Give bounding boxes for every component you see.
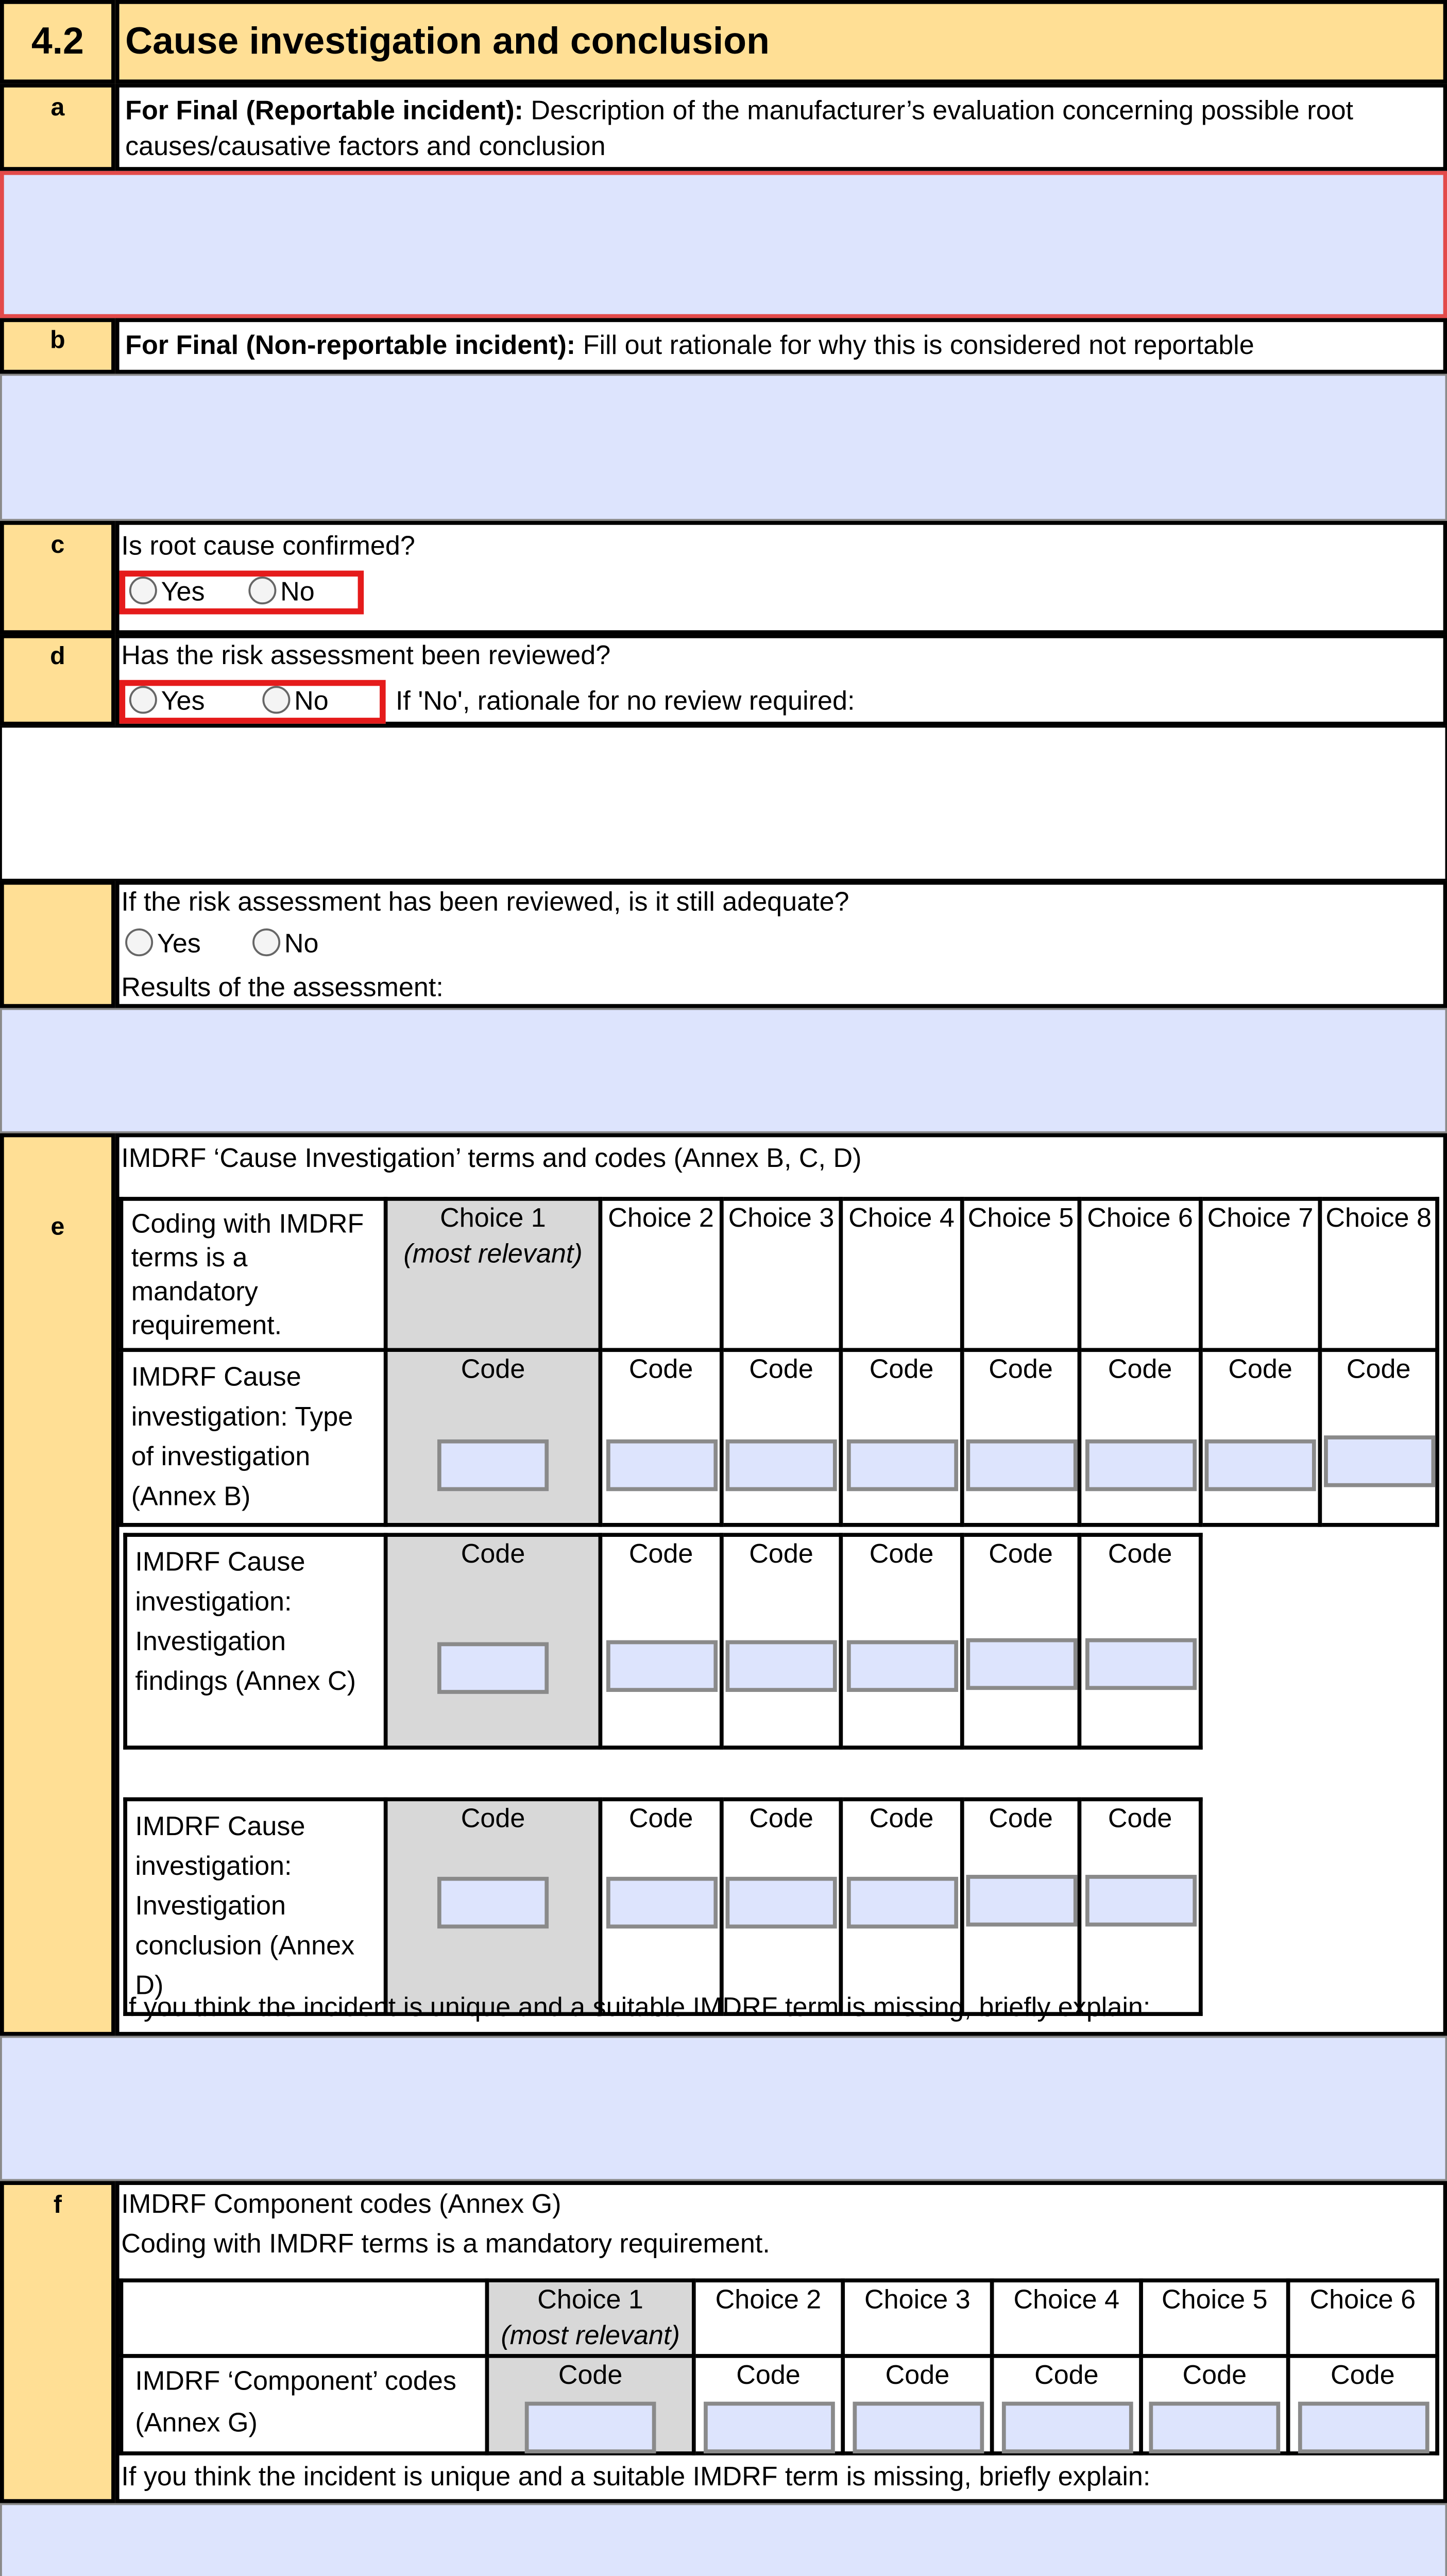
annex-d-choice-3 [722, 1799, 841, 2014]
risk-assessment-question: Has the risk assessment been reviewed? [121, 640, 611, 670]
annex-b-row-label: IMDRF Cause investigation: Type of investigation (Annex B) [121, 1350, 385, 1525]
annex-g-choice-4 [992, 2356, 1141, 2453]
risk-adequacy-yes-option[interactable] [125, 924, 201, 964]
mandatory-note: Coding with IMDRF terms is a mandatory requirement. [121, 1199, 385, 1350]
no-label: No [294, 686, 329, 716]
code-label: Code [1034, 2360, 1099, 2390]
root-cause-yes-option[interactable] [129, 572, 205, 612]
code-label: Code [989, 1538, 1053, 1569]
annex-d-choice-4 [841, 1799, 962, 2014]
f-missing-term-field[interactable] [0, 2503, 1447, 2576]
choice-1-label: Choice 1 [537, 2284, 643, 2314]
radio-circle-icon[interactable] [125, 928, 153, 956]
component-code-4-input[interactable] [1001, 2402, 1132, 2453]
component-choice-3-header: Choice 3 [843, 2280, 992, 2356]
assessment-results-field[interactable] [0, 1008, 1447, 1133]
risk-adequacy-cell [115, 881, 1447, 1008]
annex-b-table [120, 1197, 1439, 1527]
yes-label: Yes [157, 928, 201, 959]
code-label: Code [749, 1353, 813, 1384]
code-label: Code [461, 1803, 525, 1833]
row-b-text: Fill out rationale for why this is considered not reportable [575, 330, 1254, 360]
row-label-b: b [0, 318, 115, 374]
choice-7-header: Choice 7 [1201, 1199, 1320, 1350]
yes-label: Yes [161, 577, 205, 606]
annex-c-choice-5 [962, 1535, 1080, 1748]
annex-c-choice-3 [722, 1535, 841, 1748]
risk-adequacy-no-option[interactable] [252, 924, 318, 964]
row-a-bold: For Final (Reportable incident): [125, 95, 523, 126]
choice-6-header: Choice 6 [1079, 1199, 1200, 1350]
component-code-5-input[interactable] [1149, 2402, 1281, 2453]
annex-g-row-label: IMDRF ‘Component’ codes (Annex G) [121, 2356, 487, 2453]
annex-b-choice-8 [1320, 1350, 1437, 1525]
row-label-c: c [0, 521, 115, 634]
annex-d-choice-1 [386, 1799, 601, 2014]
most-relevant-label: (most relevant) [403, 1239, 583, 1269]
annex-c-choice-2 [600, 1535, 721, 1748]
component-choice-6-header: Choice 6 [1288, 2280, 1437, 2356]
annex-c-table [123, 1533, 1202, 1750]
annex-b-choice-6 [1079, 1350, 1200, 1525]
choice-2-header: Choice 2 [600, 1199, 721, 1350]
choice-5-header: Choice 5 [962, 1199, 1080, 1350]
annex-c-code-5-input[interactable] [965, 1638, 1077, 1690]
choice-4-header: Choice 4 [841, 1199, 962, 1350]
annex-c-code-3-input[interactable] [726, 1640, 837, 1692]
code-label: Code [628, 1538, 693, 1569]
code-label: Code [558, 2360, 623, 2390]
assessment-results-label: Results of the assessment: [121, 972, 444, 1002]
annex-c-choice-6 [1079, 1535, 1200, 1748]
no-label: No [280, 577, 315, 606]
annex-g-choice-2 [694, 2356, 843, 2453]
annex-g-header-blank [121, 2280, 487, 2356]
choice-1-header [386, 1199, 601, 1350]
non-reportable-rationale-field[interactable] [0, 374, 1447, 521]
code-label: Code [461, 1353, 525, 1384]
annex-b-choice-5 [962, 1350, 1080, 1525]
row-b-bold: For Final (Non-reportable incident): [125, 330, 576, 360]
radio-circle-icon[interactable] [252, 928, 280, 956]
annex-c-code-4-input[interactable] [846, 1640, 957, 1692]
annex-c-row-label: IMDRF Cause investigation: Investigation findings (Annex C) [125, 1535, 386, 1748]
component-code-1-input[interactable] [525, 2402, 656, 2453]
code-label: Code [736, 2360, 801, 2390]
component-choice-4-header: Choice 4 [992, 2280, 1141, 2356]
annex-d-code-6-input[interactable] [1084, 1875, 1196, 1926]
radio-circle-icon[interactable] [129, 686, 157, 714]
annex-g-choice-3 [843, 2356, 992, 2453]
annex-d-code-3-input[interactable] [726, 1877, 837, 1928]
code-label: Code [1331, 2360, 1395, 2390]
annex-d-choice-2 [600, 1799, 721, 2014]
annex-d-code-4-input[interactable] [846, 1877, 957, 1928]
component-mandatory-note: Coding with IMDRF terms is a mandatory requirement. [121, 2228, 770, 2259]
radio-circle-icon[interactable] [129, 577, 157, 604]
row-label-d-adequacy [0, 881, 115, 1008]
component-choice-2-header: Choice 2 [694, 2280, 843, 2356]
row-label-f: f [0, 2181, 115, 2503]
code-label: Code [749, 1538, 813, 1569]
row-label-e: e [0, 1133, 115, 2036]
radio-circle-icon[interactable] [262, 686, 290, 714]
annex-c-choice-1 [386, 1535, 601, 1748]
annex-c-code-6-input[interactable] [1084, 1638, 1196, 1690]
code-label: Code [628, 1353, 693, 1384]
component-codes-heading: IMDRF Component codes (Annex G) [121, 2189, 561, 2219]
annex-b-code-3-input[interactable] [726, 1439, 837, 1491]
f-missing-term-note: If you think the incident is unique and a suitable IMDRF term is missing, briefly explain: [121, 2461, 1151, 2492]
choice-1-label: Choice 1 [440, 1202, 546, 1233]
annex-g-choice-5 [1141, 2356, 1288, 2453]
annex-d-table [123, 1798, 1202, 2016]
component-code-2-input[interactable] [703, 2402, 834, 2453]
code-label: Code [628, 1803, 693, 1833]
component-code-6-input[interactable] [1297, 2402, 1428, 2453]
row-c-cell [115, 521, 1447, 634]
code-label: Code [1346, 1353, 1411, 1384]
risk-adequacy-question: If the risk assessment has been reviewed, is it still adequate? [121, 887, 849, 917]
root-cause-no-option[interactable] [248, 572, 314, 612]
radio-circle-icon[interactable] [248, 577, 276, 604]
code-label: Code [1108, 1803, 1172, 1833]
annex-g-choice-1 [487, 2356, 693, 2453]
annex-b-code-4-input[interactable] [846, 1439, 957, 1491]
annex-b-choice-7 [1201, 1350, 1320, 1525]
annex-d-choice-6 [1079, 1799, 1200, 2014]
annex-d-row-label: IMDRF Cause investigation: Investigation conclusion (Annex D) [125, 1799, 386, 2014]
annex-g-table [120, 2278, 1439, 2455]
section-number-cell: 4.2 [0, 0, 115, 83]
annex-c-code-1-input[interactable] [437, 1642, 549, 1694]
yes-label: Yes [161, 686, 205, 716]
row-label-d: d [0, 634, 115, 726]
risk-review-no-option[interactable] [262, 682, 328, 722]
choice-3-header: Choice 3 [722, 1199, 841, 1350]
most-relevant-label: (most relevant) [501, 2320, 680, 2350]
root-cause-evaluation-field[interactable] [0, 171, 1447, 318]
annex-b-code-6-input[interactable] [1084, 1439, 1196, 1491]
annex-b-choice-3 [722, 1350, 841, 1525]
e-missing-term-field[interactable] [0, 2036, 1447, 2181]
annex-c-code-2-input[interactable] [605, 1640, 717, 1692]
row-b-description [115, 318, 1447, 374]
code-label: Code [869, 1353, 934, 1384]
annex-b-code-2-input[interactable] [605, 1439, 717, 1491]
code-label: Code [869, 1803, 934, 1833]
annex-g-choice-6 [1288, 2356, 1437, 2453]
cause-investigation-heading: IMDRF ‘Cause Investigation’ terms and codes (Annex B, C, D) [121, 1143, 862, 1173]
code-label: Code [989, 1353, 1053, 1384]
annex-b-code-1-input[interactable] [437, 1439, 549, 1491]
component-code-3-input[interactable] [852, 2402, 983, 2453]
root-cause-question: Is root cause confirmed? [121, 531, 415, 561]
no-review-rationale-label: If 'No', rationale for no review required: [395, 686, 855, 716]
annex-d-code-1-input[interactable] [437, 1877, 549, 1928]
code-label: Code [749, 1803, 813, 1833]
section-title: Cause investigation and conclusion [115, 0, 1447, 83]
code-label: Code [989, 1803, 1053, 1833]
row-d-cell [115, 634, 1447, 726]
annex-b-choice-2 [600, 1350, 721, 1525]
row-label-a: a [0, 83, 115, 171]
annex-b-code-8-input[interactable] [1323, 1435, 1434, 1487]
no-review-rationale-field[interactable] [0, 726, 1447, 881]
annex-d-code-5-input[interactable] [965, 1875, 1077, 1926]
code-label: Code [461, 1538, 525, 1569]
code-label: Code [1108, 1353, 1172, 1384]
code-label: Code [1108, 1538, 1172, 1569]
no-label: No [284, 928, 319, 959]
annex-b-code-5-input[interactable] [965, 1439, 1077, 1491]
choice-8-header: Choice 8 [1320, 1199, 1437, 1350]
code-label: Code [1182, 2360, 1247, 2390]
annex-d-choice-5 [962, 1799, 1080, 2014]
row-a-text: Description of the manufacturer’s evaluation concerning possible root causes/causative factors and conclusion [125, 95, 1354, 161]
row-a-description [115, 83, 1447, 171]
annex-b-code-7-input[interactable] [1205, 1439, 1316, 1491]
annex-b-choice-4 [841, 1350, 962, 1525]
risk-review-yes-option[interactable] [129, 682, 205, 722]
code-label: Code [1228, 1353, 1292, 1384]
annex-b-choice-1 [386, 1350, 601, 1525]
component-choice-5-header: Choice 5 [1141, 2280, 1288, 2356]
annex-c-choice-4 [841, 1535, 962, 1748]
component-choice-1-header [487, 2280, 693, 2356]
code-label: Code [869, 1538, 934, 1569]
e-missing-term-note: If you think the incident is unique and a suitable IMDRF term is missing, briefly explain: [121, 1992, 1151, 2022]
annex-d-code-2-input[interactable] [605, 1877, 717, 1928]
code-label: Code [885, 2360, 950, 2390]
